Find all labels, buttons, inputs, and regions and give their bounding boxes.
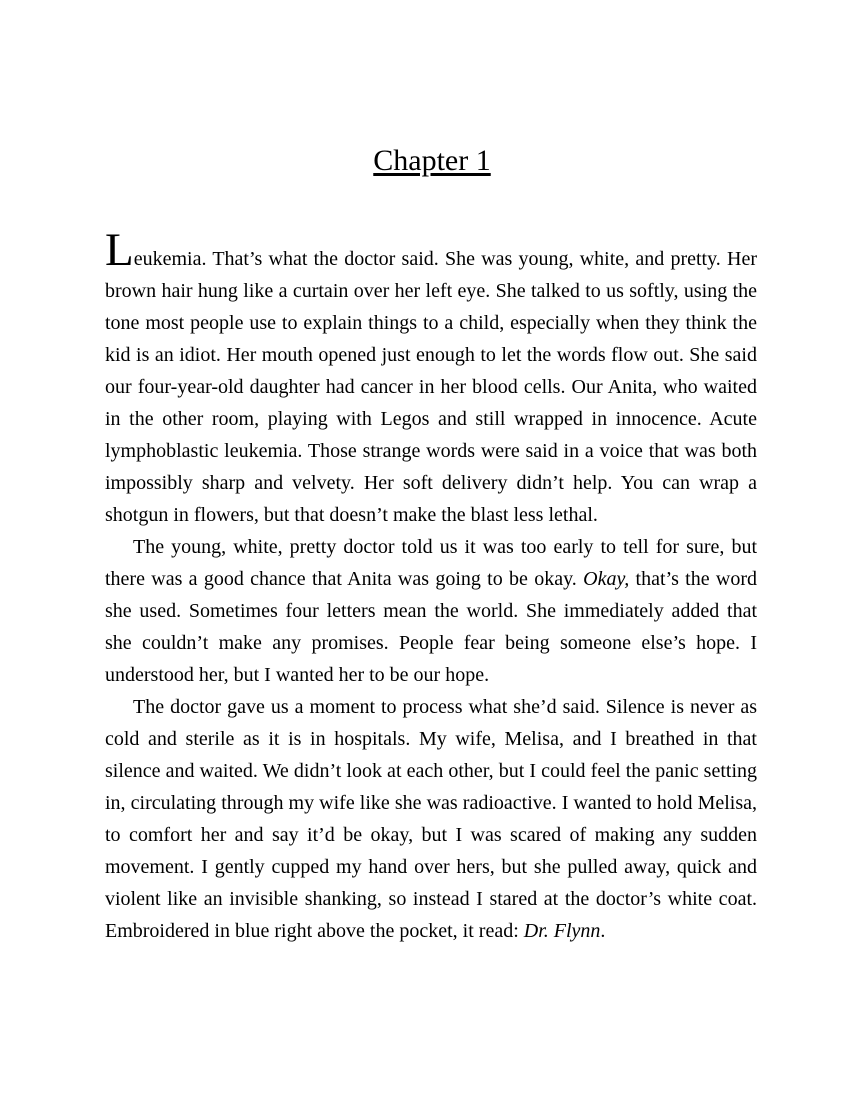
text-run: eukemia. That’s what the doctor said. She was young, white, and pretty. Her brown hair hung like a curtain over her left eye. She talked to us softly, using the tone most people use to explain things to a child, especially when they think the kid is an idiot. Her mouth opened just enough to let the words flow out. She said our four-year-old daughter had cancer in her blood cells. Our Anita, who waited in the other room, playing with Legos and still wrapped in innocence. Acute lymphoblastic leukemia. Those strange words were said in a voice that was both impossibly sharp and velvety. Her soft delivery didn’t help. You can wrap a shotgun in flowers, but that doesn’t make the blast less lethal.: [105, 248, 757, 526]
paragraph: [105, 224, 757, 531]
italic-text-run: Dr. Flynn: [523, 920, 601, 942]
raised-cap-initial: L: [105, 224, 134, 276]
text-run: The doctor gave us a moment to process what she’d said. Silence is never as cold and sterile as it is in hospitals. My wife, Melisa, and I breathed in that silence and waited. We didn’t look at each other, but I could feel the panic setting in, circulating through my wife like she was radioactive. I wanted to hold Melisa, to comfort her and say it’d be okay, but I was scared of making any sudden movement. I gently cupped my hand over hers, but she pulled away, quick and violent like an invisible shanking, so instead I stared at the doctor’s white coat. Embroidered in blue right above the pocket, it read:: [105, 696, 757, 942]
paragraph: [105, 531, 757, 691]
chapter-heading: [0, 0, 864, 179]
italic-text-run: Okay,: [583, 568, 630, 590]
paragraph: [105, 691, 757, 947]
text-run: that’s the word she used. Sometimes four letters mean the world. She immediately added that she couldn’t make any promises. People fear being someone else’s hope. I understood her, but I wanted her to be our hope.: [105, 568, 758, 686]
chapter-heading-text: Chapter 1: [373, 144, 491, 177]
text-run: The young, white, pretty doctor told us it was too early to tell for sure, but there was a good chance that Anita was going to be okay.: [105, 536, 757, 590]
body-text: [105, 224, 758, 947]
text-run: .: [600, 920, 606, 942]
